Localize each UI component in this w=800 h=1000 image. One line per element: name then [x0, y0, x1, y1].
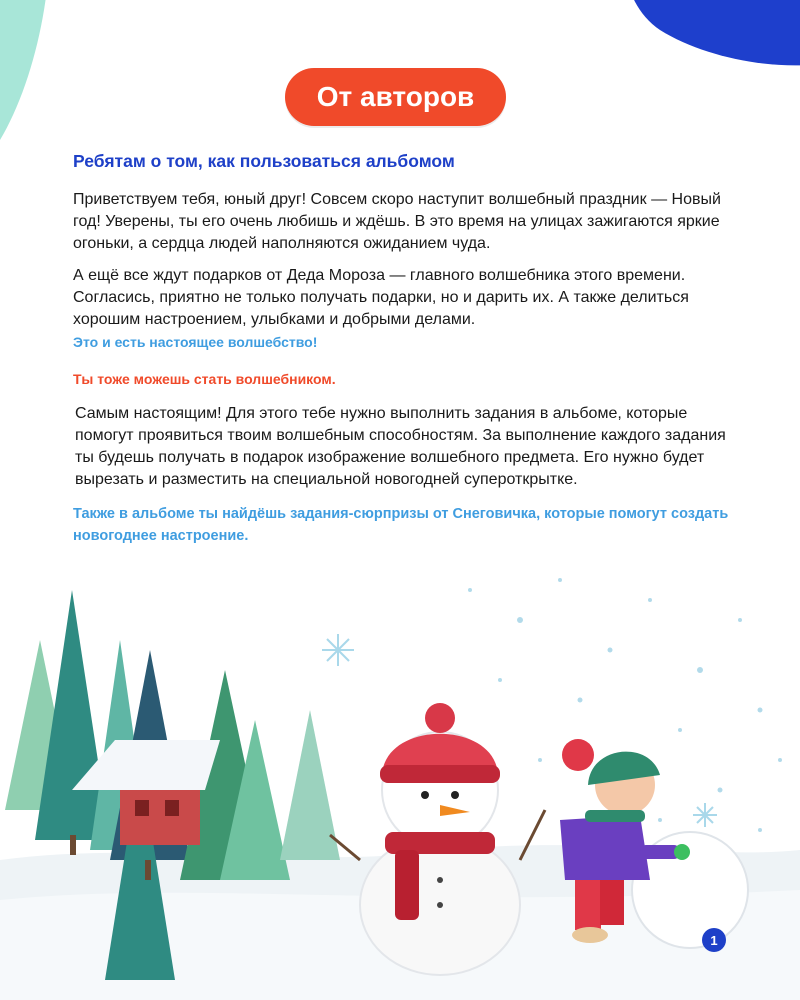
decorative-corner-right	[630, 0, 800, 70]
wizard-paragraph: Самым настоящим! Для этого тебе нужно выполнить задания в альбоме, которые помогут проявиться твоим волшебным способностям. За выполнение каждого задания ты будешь получать в подарок изображение волшебного предмета. Его нужно будет вырезать и разместить на специальной новогодней супероткрытке.	[75, 405, 726, 488]
section-subtitle: Ребятам о том, как пользоваться альбомом	[73, 151, 455, 171]
intro-paragraph-2-text: А ещё все ждут подарков от Деда Мороза — главного волшебника этого времени. Согласись, приятно не только получать подарки, но и дарить их. А также делиться хорошим настроением, улыбками и добрыми делами.	[73, 267, 689, 328]
child-rolling-snowball-icon	[560, 739, 748, 948]
intro-paragraph-1: Приветствуем тебя, юный друг! Совсем скоро наступит волшебный праздник — Новый год! Уверены, ты его очень любишь и ждёшь. В это время на улицах зажигаются яркие огоньки, а сердца людей наполняются ожиданием чуда.	[73, 191, 721, 252]
snowflake-icon	[322, 634, 717, 827]
magic-line: Это и есть настоящее волшебство!	[73, 334, 318, 350]
decorative-corner-left	[0, 0, 60, 200]
surprise-text: Также в альбоме ты найдёшь задания-сюрпризы от Снеговичка, которые помогут создать новогоднее настроение.	[73, 506, 729, 544]
page-number: 1	[702, 928, 726, 952]
wizard-heading: Ты тоже можешь стать волшебником.	[73, 371, 336, 387]
page-title: От авторов	[285, 68, 506, 126]
winter-illustration	[0, 560, 800, 1000]
intro-paragraph-2	[73, 265, 735, 353]
